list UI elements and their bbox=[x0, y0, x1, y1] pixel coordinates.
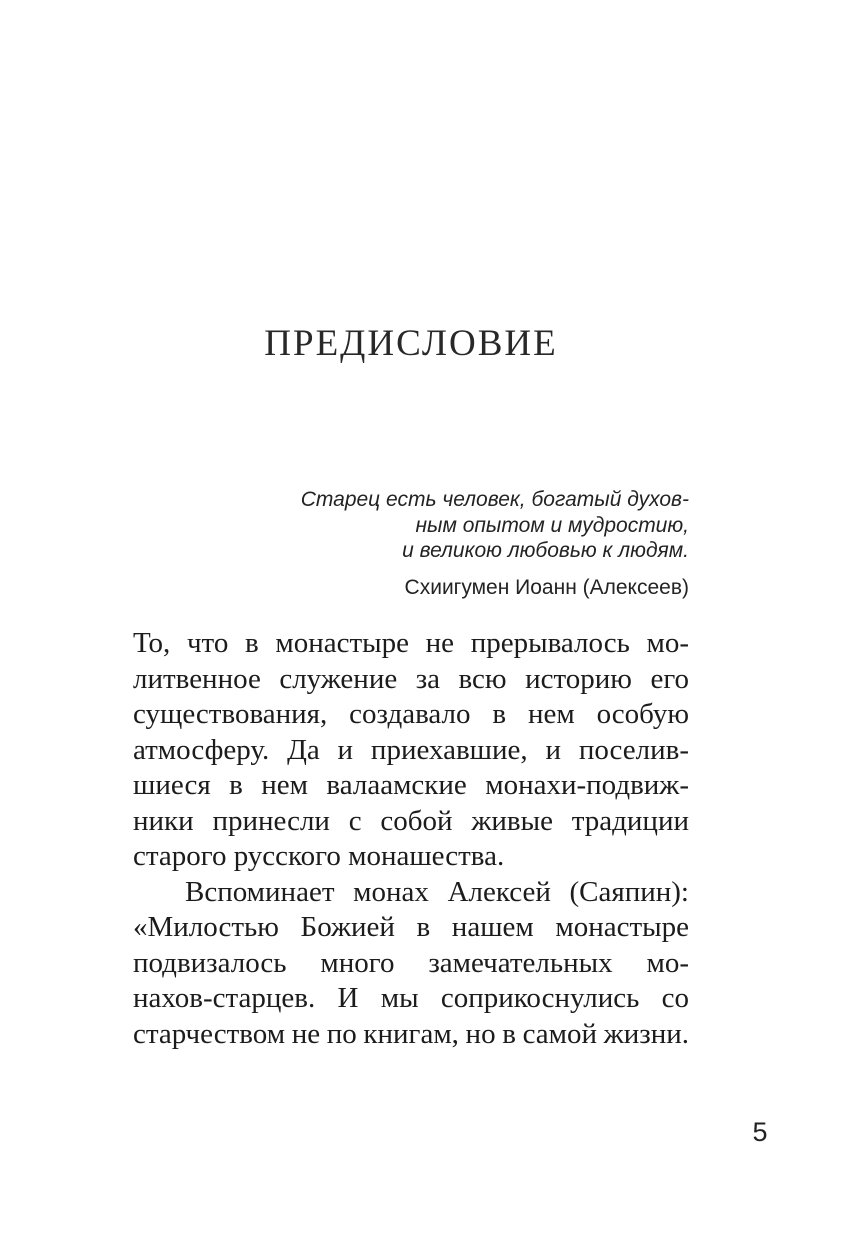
page-number: 5 bbox=[752, 1117, 768, 1147]
epigraph-line: Старец есть человек, богатый духов- bbox=[300, 488, 689, 511]
epigraph-attribution: Схиигумен Иоанн (Алексеев) bbox=[404, 575, 689, 599]
body-line: старчеством не по книгам, но в самой жизни. bbox=[133, 1017, 689, 1050]
body-line-paragraph-end: старого русского монашества. bbox=[133, 840, 505, 872]
body-line: шиеся в нем валаамские монахи-подвиж- bbox=[133, 769, 689, 801]
chapter-title: ПРЕДИСЛОВИЕ bbox=[264, 323, 558, 364]
body-line: подвизалось много замечательных мо- bbox=[133, 946, 689, 979]
body-line: ники принесли с собой живые традиции bbox=[133, 804, 689, 837]
body-line: атмосферу. Да и приехавшие, и поселив- bbox=[133, 733, 689, 766]
body-line: То, что в монастыре не прерывалось мо- bbox=[133, 627, 689, 659]
body-text bbox=[133, 626, 689, 1052]
body-line: нахов-старцев. И мы соприкоснулись со bbox=[133, 982, 689, 1014]
epigraph bbox=[133, 487, 689, 600]
body-line: литвенное служение за всю историю его bbox=[133, 662, 689, 695]
body-line: существования, создавало в нем особую bbox=[133, 698, 689, 730]
epigraph-line: и великою любовью к людям. bbox=[402, 539, 689, 562]
body-line: «Милостью Божией в нашем монастыре bbox=[133, 911, 689, 943]
epigraph-line: ным опытом и мудростию, bbox=[415, 513, 689, 537]
body-line-paragraph-start: Вспоминает монах Алексей (Саяпин): bbox=[185, 875, 689, 908]
